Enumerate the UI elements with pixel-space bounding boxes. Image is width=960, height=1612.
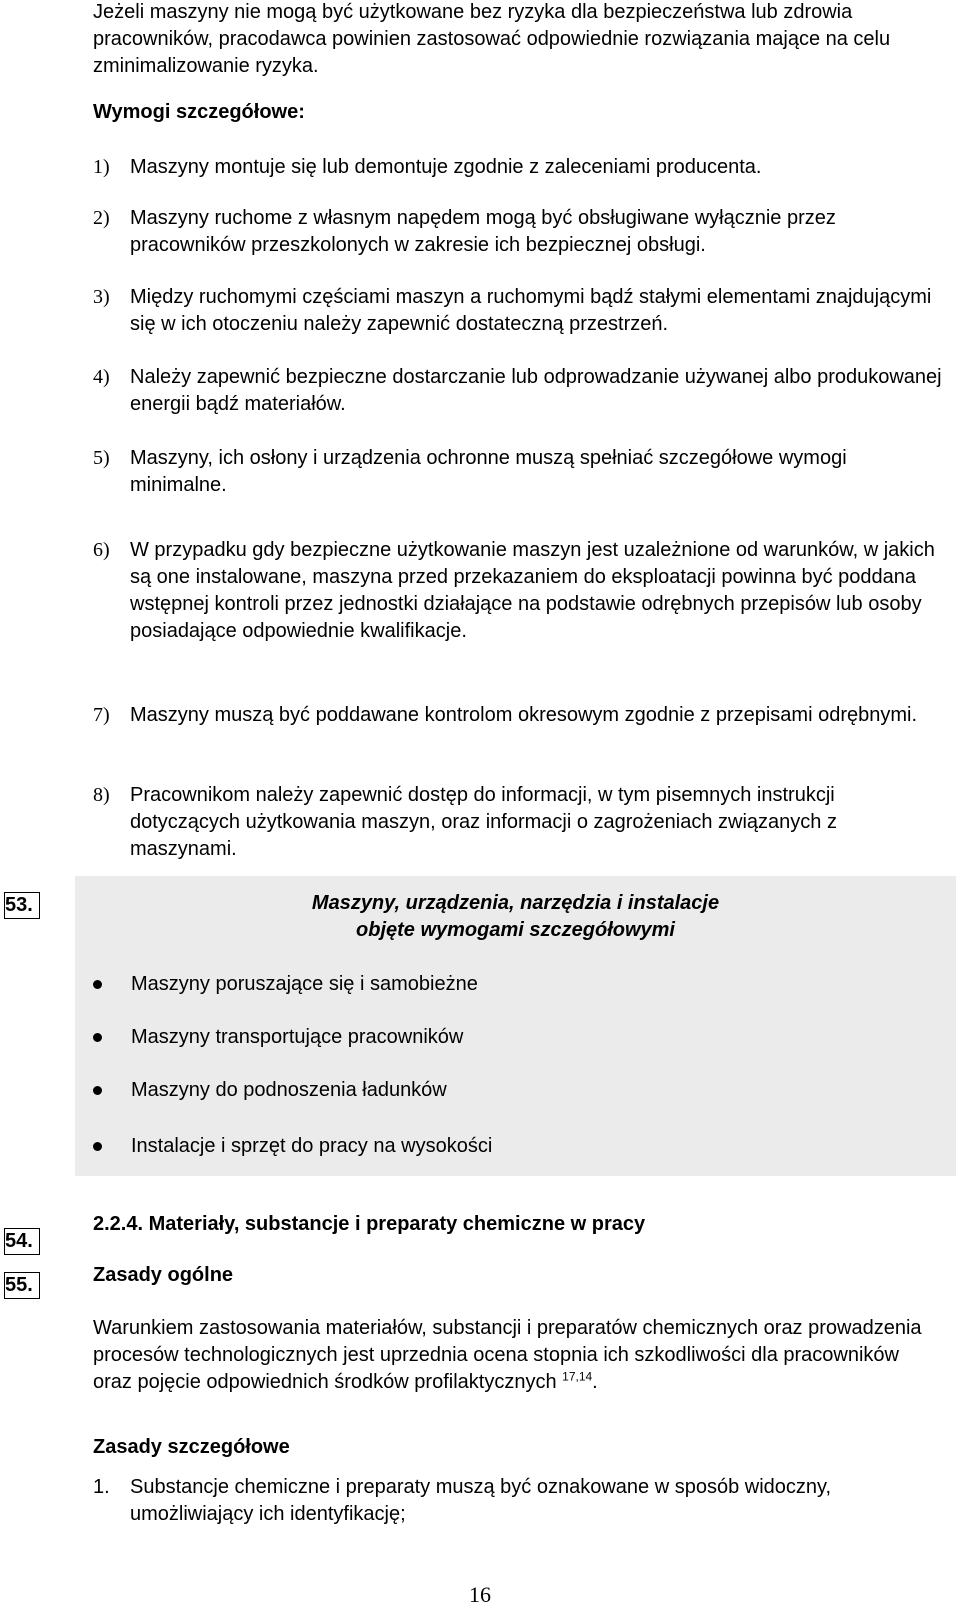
detailed-rule-text: Substancje chemiczne i preparaty muszą być oznakowane w sposób widoczny, umożliwiający ich identyfikację;: [130, 1476, 832, 1525]
box-title-line2: objęte wymogami szczegółowymi: [356, 919, 675, 941]
list-item-text: Maszyny poruszające się i samobieżne: [131, 973, 478, 995]
bullet-icon: [93, 1086, 102, 1095]
requirement-number: 6): [93, 539, 110, 561]
page-number: 16: [469, 1582, 491, 1607]
general-rules-heading: Zasady ogólne: [93, 1264, 234, 1286]
requirement-text: Należy zapewnić bezpieczne dostarczanie lub odprowadzanie używanej albo produkowanej energii bądź materiałów.: [130, 366, 942, 415]
requirement-text: Maszyny montuje się lub demontuje zgodnie z zaleceniami producenta.: [130, 156, 762, 178]
requirement-text: W przypadku gdy bezpieczne użytkowanie maszyn jest uzależnione od warunków, w jakich są one instalowane, maszyna przed przekazaniem do eksploatacji powinna być poddana wstępnej kontroli przez jednostki działające na podstawie odrębnych przepisów lub osoby posiadające odpowiednie kwalifikacje.: [130, 539, 935, 642]
detailed-rule-number: 1.: [93, 1476, 110, 1498]
general-paragraph-text: Warunkiem zastosowania materiałów, substancji i preparatów chemicznych oraz prowadzenia procesów technologicznych jest uprzednia ocena stopnia ich szkodliwości dla pracowników oraz pojęcie odpowiednich środków profilaktycznych: [93, 1317, 922, 1393]
detailed-rules-heading: Zasady szczegółowe: [93, 1436, 290, 1458]
list-item-text: Maszyny transportujące pracowników: [131, 1026, 464, 1048]
requirement-number: 7): [93, 704, 110, 726]
paragraph-marker-54: 54.: [4, 1228, 40, 1255]
bullet-icon: [93, 1142, 102, 1151]
section-heading: 2.2.4. Materiały, substancje i preparaty chemiczne w pracy: [93, 1213, 646, 1235]
requirement-text: Pracownikom należy zapewnić dostęp do informacji, w tym pisemnych instrukcji dotyczących użytkowania maszyn, oraz informacji o zagrożeniach związanych z maszynami.: [130, 784, 837, 860]
bullet-icon: [93, 980, 102, 989]
paragraph-marker-55: 55.: [4, 1272, 40, 1299]
intro-paragraph: Jeżeli maszyny nie mogą być użytkowane bez ryzyka dla bezpieczeństwa lub zdrowia pracowników, pracodawca powinien zastosować odpowiednie rozwiązania mające na celu zminimalizowanie ryzyka.: [93, 1, 891, 77]
paragraph-marker-53: 53.: [4, 892, 40, 919]
requirement-number: 4): [93, 366, 110, 388]
requirement-text: Między ruchomymi częściami maszyn a ruchomymi bądź stałymi elementami znajdującymi się w ich otoczeniu należy zapewnić dostateczną przestrzeń.: [130, 286, 932, 335]
bullet-icon: [93, 1033, 102, 1042]
requirement-number: 5): [93, 447, 110, 469]
detailed-requirements-heading: Wymogi szczegółowe:: [93, 101, 305, 123]
requirement-number: 3): [93, 286, 110, 308]
box-title-line1: Maszyny, urządzenia, narzędzia i instalacje: [311, 892, 720, 914]
requirement-number: 1): [93, 156, 110, 178]
requirement-number: 2): [93, 207, 110, 229]
requirement-text: Maszyny ruchome z własnym napędem mogą być obsługiwane wyłącznie przez pracowników przeszkolonych w zakresie ich bezpiecznej obsługi.: [130, 207, 836, 256]
requirement-text: Maszyny, ich osłony i urządzenia ochronne muszą spełniać szczegółowe wymogi minimalne.: [130, 447, 847, 496]
list-item-text: Instalacje i sprzęt do pracy na wysokości: [131, 1135, 493, 1157]
general-paragraph: [93, 1315, 933, 1396]
list-item-text: Maszyny do podnoszenia ładunków: [131, 1079, 447, 1101]
general-paragraph-end: .: [592, 1371, 598, 1393]
footnote-reference: 17,14: [562, 1369, 593, 1384]
requirement-text: Maszyny muszą być poddawane kontrolom okresowym zgodnie z przepisami odrębnymi.: [130, 704, 918, 726]
requirement-number: 8): [93, 784, 110, 806]
